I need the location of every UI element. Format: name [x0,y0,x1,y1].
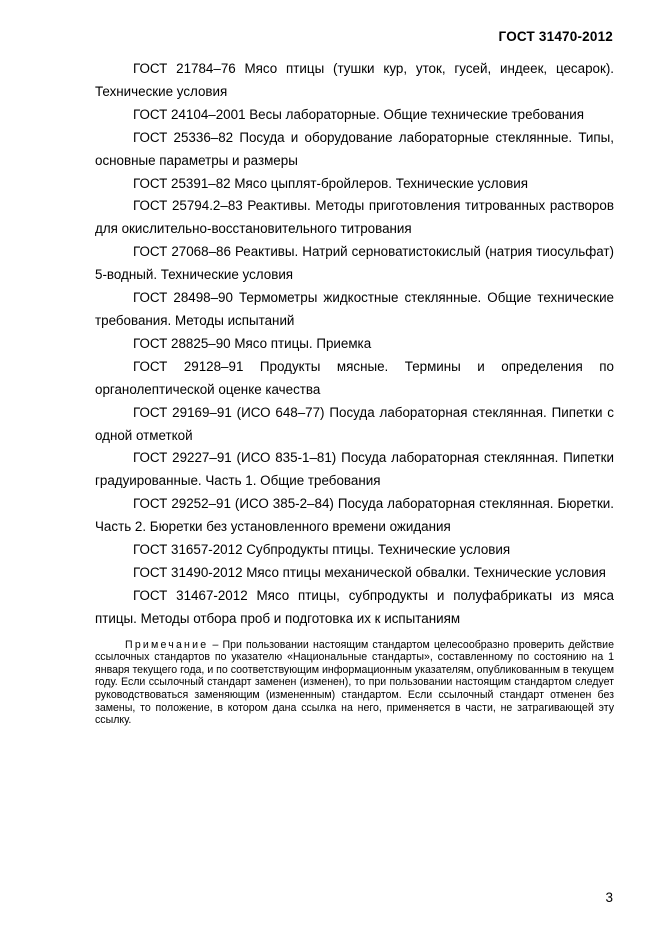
reference-entry: ГОСТ 29252–91 (ИСО 385-2–84) Посуда лабораторная стеклянная. Бюретки. Часть 2. Бюретки без установленного времени ожидания [95,496,614,535]
reference-entry: ГОСТ 29227–91 (ИСО 835-1–81) Посуда лабораторная стеклянная. Пипетки градуированные. Часть 1. Общие требования [95,450,614,489]
reference-entry: ГОСТ 25794.2–83 Реактивы. Методы приготовления титрованных растворов для окислительно-восстановительного титрования [95,198,614,237]
reference-entry: ГОСТ 25391–82 Мясо цыплят-бройлеров. Технические условия [133,175,528,191]
reference-entry: ГОСТ 21784–76 Мясо птицы (тушки кур, уток, гусей, индеек, цесарок). Технические условия [95,61,614,99]
reference-entry: ГОСТ 28825–90 Мясо птицы. Приемка [133,335,372,351]
reference-entry: ГОСТ 25336–82 Посуда и оборудование лабораторные стеклянные. Типы, основные параметры и размеры [95,129,614,168]
note-text: – При пользовании настоящим стандартом целесообразно проверить действие ссылочных стандартов по указателю «Национальные стандарты», составленному по состоянию на 1 января текущего года, и по соответствующим информационным указателям, опубликованным в текущем году. Если ссылочный стандарт заменен (изменен), то при пользовании настоящим стандартом следует руководствоваться заменяющим (измененным) стандартом. Если ссылочный стандарт отменен без замены, то положение, в котором дана ссылка на него, применяется в части, не затрагивающей эту ссылку. [95,638,615,727]
page-number: 3 [605,890,613,905]
reference-entry: ГОСТ 31467-2012 Мясо птицы, субпродукты и полуфабрикаты из мяса птицы. Методы отбора проб и подготовка их к испытаниям [95,587,614,626]
note-paragraph [95,639,614,727]
document-code-header: ГОСТ 31470-2012 [498,29,613,44]
note-label: Примечание [125,638,209,651]
reference-entry: ГОСТ 31490-2012 Мясо птицы механической обвалки. Технические условия [133,564,606,580]
reference-entry: ГОСТ 29128–91 Продукты мясные. Термины и определения по органолептической оценке качества [95,358,614,397]
reference-entry: ГОСТ 29169–91 (ИСО 648–77) Посуда лабораторная стеклянная. Пипетки с одной отметкой [95,404,614,443]
reference-entry: ГОСТ 28498–90 Термометры жидкостные стеклянные. Общие технические требования. Методы испытаний [95,290,614,328]
reference-entry: ГОСТ 24104–2001 Весы лабораторные. Общие технические требования [133,106,585,122]
reference-entry: ГОСТ 27068–86 Реактивы. Натрий серноватистокислый (натрия тиосульфат) 5-водный. Технические условия [95,244,614,283]
normative-references-section [95,58,614,727]
reference-entry: ГОСТ 31657-2012 Субпродукты птицы. Технические условия [133,542,511,558]
